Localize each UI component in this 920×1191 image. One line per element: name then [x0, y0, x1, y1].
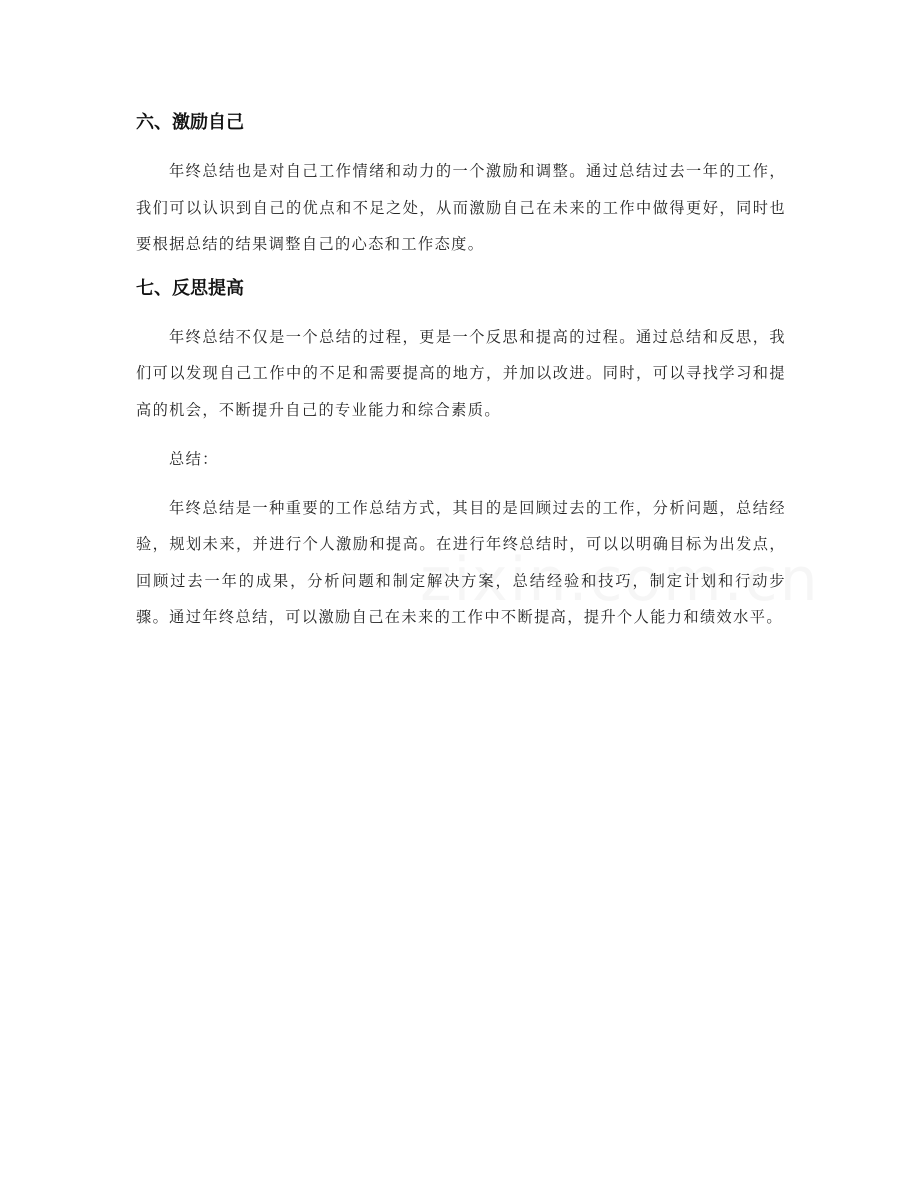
section-paragraph-motivate-self: 年终总结也是对自己工作情绪和动力的一个激励和调整。通过总结过去一年的工作，我们可以认识到自己的优点和不足之处，从而激励自己在未来的工作中做得更好，同时也要根据总结的结果调整自己的心态和工作态度。: [136, 162, 786, 253]
summary-label: 总结：: [169, 450, 219, 468]
section-paragraph-reflect-improve: 年终总结不仅是一个总结的过程，更是一个反思和提高的过程。通过总结和反思，我们可以发现自己工作中的不足和需要提高的地方，并加以改进。同时，可以寻找学习和提高的机会，不断提升自己的专业能力和综合素质。: [136, 327, 786, 419]
section-heading-reflect-improve: 七、反思提高: [136, 277, 244, 299]
summary-paragraph: 年终总结是一种重要的工作总结方式，其目的是回顾过去的工作，分析问题，总结经验，规划未来，并进行个人激励和提高。在进行年终总结时，可以以明确目标为出发点，回顾过去一年的成果，分析问题和制定解决方案，总结经验和技巧，制定计划和行动步骤。通过年终总结，可以激励自己在未来的工作中不断提高，提升个人能力和绩效水平。: [136, 498, 786, 626]
section-heading-motivate-self: 六、激励自己: [136, 112, 244, 133]
document-content: [136, 108, 786, 636]
